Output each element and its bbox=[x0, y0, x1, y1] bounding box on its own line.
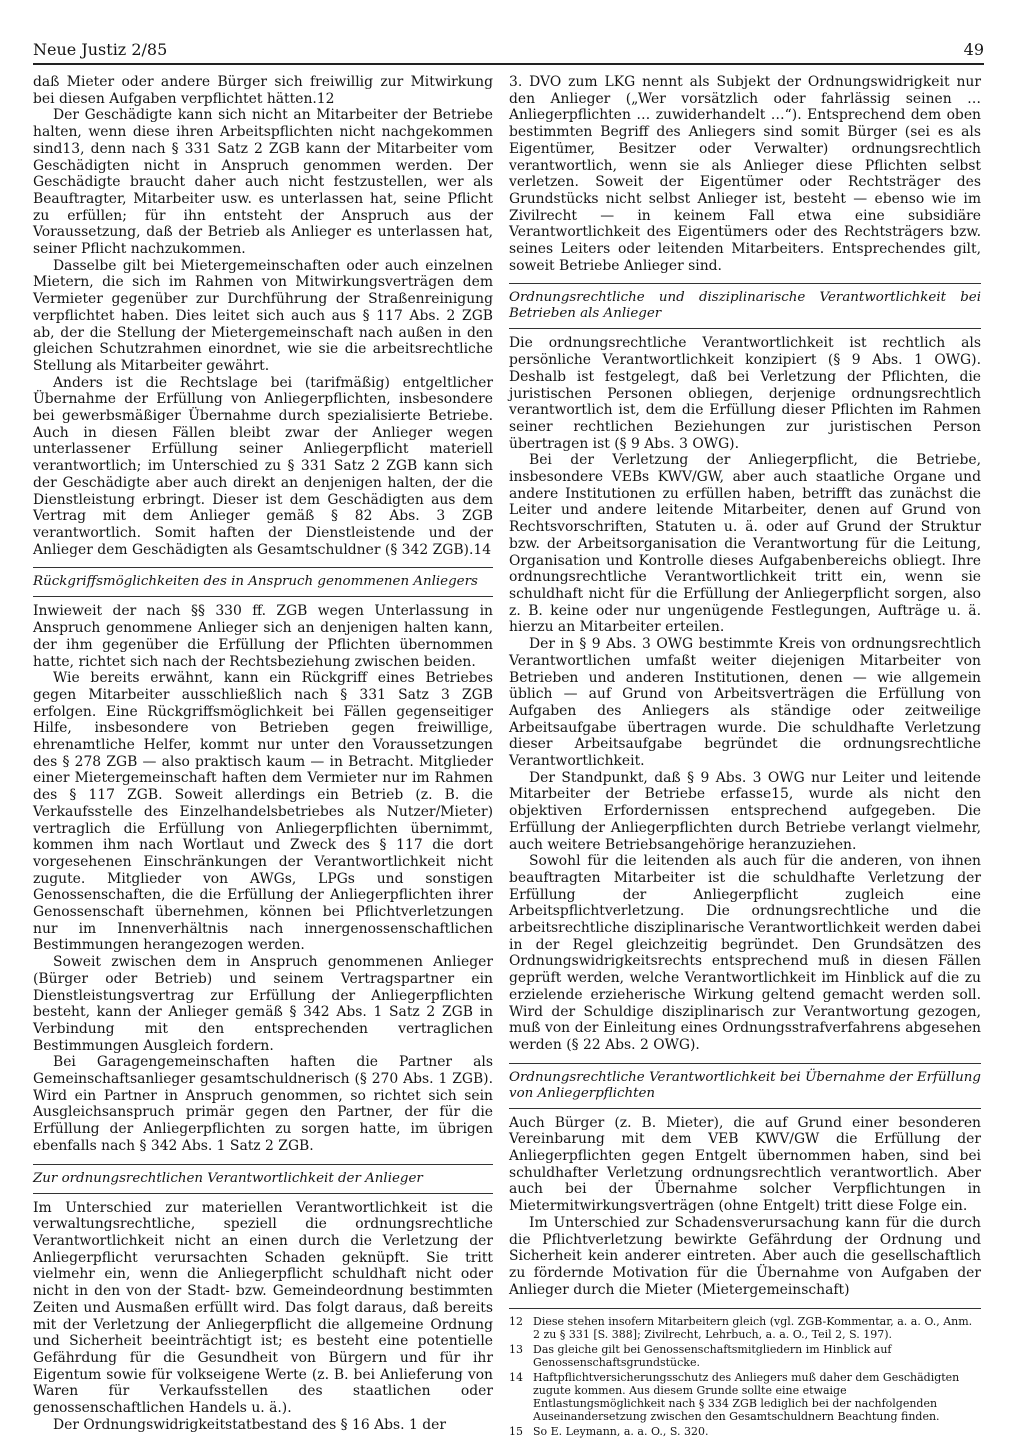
paragraph: 3. DVO zum LKG nennt als Subjekt der Ordnungswidrigkeit nur den Anlieger („Wer vorsätzlich oder fahrlässig seinen … Anliegerpflichten … zuwiderhandelt …“). Entsprechend dem oben bestimmten Begriff des Anliegers sind somit Bürger (sei es als Eigentümer, Besitzer oder Verwalter) ordnungsrechtlich verantwortlich, wenn sie als Anlieger diese Pflichten selbst verletzen. Soweit der Eigentümer oder Rechtsträger des Grundstücks nicht selbst Anlieger ist, besteht — ebenso wie im Zivilrecht — in keinem Fall etwa eine subsidiäre Verantwortlichkeit des Eigentümers oder des Rechtsträgers bzw. seines Leiters oder leitenden Mitarbeiters. Entsprechendes gilt, soweit Betriebe Anlieger sind. bbox=[509, 74, 981, 274]
section-rule bbox=[509, 283, 981, 284]
paragraph: Soweit zwischen dem in Anspruch genommenen Anlieger (Bürger oder Betrieb) und seinem Vertragspartner ein Dienstleistungsvertrag zur Erfüllung der Anliegerpflichten besteht, kann der Anlieger gemäß § 342 Abs. 1 Satz 2 ZGB in Verbindung mit den entsprechenden vertraglichen Bestimmungen Ausgleich fordern. bbox=[33, 954, 493, 1054]
section-heading bbox=[33, 567, 493, 597]
paragraph: daß Mieter oder andere Bürger sich freiwillig zur Mitwirkung bei diesen Aufgaben verpflichtet hätten.12 bbox=[33, 74, 493, 107]
footnote-text: Diese stehen insofern Mitarbeitern gleich (vgl. ZGB-Kommentar, a. a. O., Anm. 2 zu § 331 [S. 388]; Zivilrecht, Lehrbuch, a. a. O., Teil 2, S. 197). bbox=[533, 1315, 973, 1342]
section-heading bbox=[509, 1063, 981, 1109]
paragraph: Auch Bürger (z. B. Mieter), die auf Grund einer besonderen Vereinbarung mit dem VEB KWV/GW die Erfüllung der Anliegerpflichten gegen Entgelt übernommen haben, sind bei schuldhafter Verletzung ordnungsrechtlich verantwortlich. Aber auch bei der Übernahme solcher Verpflichtungen in Mietermitwirkungsverträgen (ohne Entgelt) tritt diese Folge ein. bbox=[509, 1114, 981, 1215]
paragraph: Bei Garagengemeinschaften haften die Partner als Gemeinschaftsanlieger gesamtschuldnerisch (§ 270 Abs. 1 ZGB). Wird ein Partner in Anspruch genommen, so richtet sich sein Ausgleichsanspruch primär gegen den Partner, der für die Erfüllung der Anliegerpflichten zu sorgen hatte, im übrigen ebenfalls nach § 342 Abs. 1 Satz 2 ZGB. bbox=[33, 1054, 493, 1154]
paragraph: Im Unterschied zur materiellen Verantwortlichkeit ist die verwaltungsrechtliche, speziell die ordnungsrechtliche Verantwortlichkeit nicht an einen durch die Verletzung der Anliegerpflicht verursachten Schaden geknüpft. Sie tritt vielmehr ein, wenn die Anliegerpflicht schuldhaft nicht oder nicht in den von der Stadt- bzw. Gemeindeordnung bestimmten Zeiten und Ausmaßen erfüllt wird. Das folgt daraus, daß bereits mit der Verletzung der Anliegerpflicht die allgemeine Ordnung und Sicherheit beeinträchtigt ist; es besteht eine potentielle Gefährdung für die Gesundheit von Bürgern und für ihr Eigentum sowie für volkseigene Werte (z. B. bei Anlieferung von Waren für Verkaufsstellen des staatlichen oder genossenschaftlichen Handels u. ä.). bbox=[33, 1199, 493, 1417]
paragraph: Die ordnungsrechtliche Verantwortlichkeit ist rechtlich als persönliche Verantwortlichkeit konzipiert (§ 9 Abs. 1 OWG). Deshalb ist festgelegt, daß bei Verletzung der Pflichten, die juristischen Personen obliegen, derjenige ordnungsrechtlich verantwortlich ist, dem die Erfüllung dieser Pflichten im Rahmen seiner rechtlichen Beziehungen zur juristischen Person übertragen ist (§ 9 Abs. 3 OWG). bbox=[509, 335, 981, 452]
journal-title: Neue Justiz 2/85 bbox=[33, 40, 168, 59]
paragraph: Im Unterschied zur Schadensverursachung kann für die durch die Pflichtverletzung bewirkte Gefährdung der Ordnung und Sicherheit kein anderer eintreten. Aber auch die gesellschaftlich zu fördernde Motivation für die Übernahme von Aufgaben der Anlieger durch die Mieter (Mietergemeinschaft) bbox=[509, 1214, 981, 1298]
paragraph: Der Standpunkt, daß § 9 Abs. 3 OWG nur Leiter und leitende Mitarbeiter der Betriebe erfasse15, wurde als nicht den objektiven Erfordernissen entsprechend aufgegeben. Die Erfüllung der Anliegerpflichten durch Betriebe verlangt vielmehr, auch weitere Betriebsangehörige heranzuziehen. bbox=[509, 769, 981, 853]
paragraph: Anders ist die Rechtslage bei (tarifmäßig) entgeltlicher Übernahme der Erfüllung von Anliegerpflichten, insbesondere bei gewerbsmäßiger Übernahme durch spezialisierte Betriebe. Auch in diesen Fällen bleibt zwar der Anlieger wegen unterlassener Erfüllung seiner Anliegerpflicht materiell verantwortlich; im Unterschied zu § 331 Satz 2 ZGB kann sich der Geschädigte aber auch direkt an denjenigen halten, der die Dienstleistung erbringt. Dieser ist dem Geschädigten aus dem Vertrag mit dem Anlieger gemäß § 82 Abs. 3 ZGB verantwortlich. Somit haften der Dienstleistende und der Anlieger dem Geschädigten als Gesamtschuldner (§ 342 ZGB).14 bbox=[33, 374, 493, 558]
paragraph: Der Geschädigte kann sich nicht an Mitarbeiter der Betriebe halten, wenn diese ihren Arbeitspflichten nicht nachgekommen sind13, denn nach § 331 Satz 2 ZGB kann der Mitarbeiter vom Geschädigten nicht in Anspruch genommen werden. Der Geschädigte braucht daher auch nicht festzustellen, wer als Beauftragter, Mitarbeiter usw. es unterlassen hat, seine Pflicht zu erfüllen; für ihn entsteht der Anspruch aus der Voraussetzung, daß der Betrieb als Anlieger es unterlassen hat, seiner Pflicht nachzukommen. bbox=[33, 107, 493, 258]
paragraph: Wie bereits erwähnt, kann ein Rückgriff eines Betriebes gegen Mitarbeiter ausschließlich nach § 331 Satz 3 ZGB erfolgen. Eine Rückgriffsmöglichkeit bei Fällen gegenseitiger Hilfe, insbesondere von Betrieben gegen freiwillige, ehrenamtliche Helfer, kommt nur unter den Voraussetzungen des § 278 ZGB — also praktisch kaum — in Betracht. Mitglieder einer Mietergemeinschaft haften dem Vermieter nur im Rahmen des § 117 ZGB. Soweit allerdings ein Betrieb (z. B. die Verkaufsstelle des Einzelhandelsbetriebes als Nutzer/Mieter) vertraglich die Erfüllung von Anliegerpflichten übernimmt, kommen ihm nach Wortlaut und Zweck des § 117 die dort vorgesehenen Einschränkungen der Verantwortlichkeit nicht zugute. Mitglieder von AWGs, LPGs und sonstigen Genossenschaften, die die Erfüllung der Anliegerpflichten ihrer Genossenschaft übernehmen, können bei Pflichtverletzungen nur im Innenverhältnis nach innergenossenschaftlichen Bestimmungen herangezogen werden. bbox=[33, 670, 493, 954]
footnote-number: 14 bbox=[509, 1371, 523, 1385]
footnote-rule bbox=[509, 1308, 981, 1309]
left-column bbox=[33, 74, 493, 1433]
section-title: Ordnungsrechtliche und disziplinarische Verantwortlichkeit bei Betrieben als Anlieger bbox=[509, 290, 981, 322]
footnote bbox=[509, 1315, 981, 1341]
footnote-number: 12 bbox=[509, 1315, 523, 1329]
footnote bbox=[509, 1343, 981, 1369]
paragraph: Inwieweit der nach §§ 330 ff. ZGB wegen Unterlassung in Anspruch genommene Anlieger sich an denjenigen halten kann, der ihm gegenüber die Erfüllung der Pflichten übernommen hatte, richtet sich nach der Rechtsbeziehung zwischen beiden. bbox=[33, 603, 493, 670]
section-title: Zur ordnungsrechtlichen Verantwortlichkeit der Anlieger bbox=[33, 1170, 423, 1186]
section-heading bbox=[509, 283, 981, 329]
section-rule bbox=[33, 1193, 493, 1194]
paragraph: Der in § 9 Abs. 3 OWG bestimmte Kreis von ordnungsrechtlich Verantwortlichen umfaßt weiter diejenigen Mitarbeiter von Betrieben und anderen Institutionen, denen — wie allgemein üblich — auf Grund von Arbeitsverträgen die Erfüllung von Aufgaben des Anliegers als ständige oder zeitweilige Arbeitsaufgabe übertragen wurde. Die schuldhafte Verletzung dieser Arbeitsaufgabe begründet die ordnungsrechtliche Verantwortlichkeit. bbox=[509, 636, 981, 770]
footnote-number: 13 bbox=[509, 1343, 523, 1357]
footnote bbox=[509, 1371, 981, 1423]
right-column bbox=[509, 74, 981, 1440]
paragraph: Bei der Verletzung der Anliegerpflicht, die Betriebe, insbesondere VEBs KWV/GW, aber auch staatliche Organe und andere Institutionen zu erfüllen haben, betrifft das zunächst die Leiter und andere leitende Mitarbeiter, denen auf Grund von Rechtsvorschriften, Statuten u. ä. oder auf Grund der Struktur bzw. der Arbeitsorganisation die Verantwortung für die Leitung, Organisation und Kontrolle dieses Aufgabenbereichs obliegt. Ihre ordnungsrechtliche Verantwortlichkeit tritt ein, wenn sie schuldhaft nicht für die Erfüllung der Anliegerpflicht sorgen, also z. B. keine oder nur ungenügende Festlegungen, Aufträge u. ä. hierzu an Mitarbeiter erteilen. bbox=[509, 452, 981, 636]
section-heading bbox=[33, 1164, 493, 1194]
footnote bbox=[509, 1425, 981, 1438]
section-rule bbox=[33, 1164, 493, 1165]
header-rule bbox=[33, 63, 984, 65]
paragraph: Dasselbe gilt bei Mietergemeinschaften oder auch einzelnen Mietern, die sich im Rahmen von Mitwirkungsverträgen dem Vermieter gegenüber zur Durchführung der Straßenreinigung verpflichtet haben. Dies leitet sich auch aus § 117 Abs. 2 ZGB ab, der die Stellung der Mietergemeinschaft nach außen in den gleichen Schutzrahmen einordnet, wie sie die arbeitsrechtliche Stellung als Mitarbeiter gewährt. bbox=[33, 257, 493, 374]
section-rule bbox=[509, 1108, 981, 1109]
section-rule bbox=[33, 567, 493, 568]
section-title: Ordnungsrechtliche Verantwortlichkeit bei Übernahme der Erfüllung von Anliegerpflichten bbox=[509, 1069, 981, 1101]
paragraph: Sowohl für die leitenden als auch für die anderen, von ihnen beauftragten Mitarbeiter ist die schuldhafte Verletzung der Erfüllung der Anliegerpflicht zugleich eine Arbeitspflichtverletzung. Die ordnungsrechtliche und die arbeitsrechtliche disziplinarische Verantwortlichkeit werden dabei in der Regel gleichzeitig begründet. Den Grundsätzen des Ordnungswidrigkeitsrechts entsprechend muß in diesen Fällen geprüft werden, welche Verantwortlichkeit im Hinblick auf die zu erzielende erzieherische Wirkung geltend gemacht werden soll. Wird der Schuldige disziplinarisch zur Verantwortung gezogen, muß von der Einleitung eines Ordnungsstrafverfahrens abgesehen werden (§ 22 Abs. 2 OWG). bbox=[509, 853, 981, 1053]
section-title: Rückgriffsmöglichkeiten des in Anspruch genommenen Anliegers bbox=[33, 574, 478, 590]
section-rule bbox=[509, 1063, 981, 1064]
footnote-number: 15 bbox=[509, 1425, 523, 1439]
section-rule bbox=[509, 328, 981, 329]
footnote-text: Das gleiche gilt bei Genossenschaftsmitgliedern im Hinblick auf Genossenschaftsgrundstücke. bbox=[533, 1343, 892, 1370]
footnote-text: So E. Leymann, a. a. O., S. 320. bbox=[533, 1425, 709, 1439]
page-number: 49 bbox=[963, 40, 984, 59]
section-rule bbox=[33, 596, 493, 597]
footnote-text: Haftpflichtversicherungsschutz des Anliegers muß daher dem Geschädigten zugute kommen. Aus diesem Grunde sollte eine etwaige Entlastungsmöglichkeit nach § 334 ZGB lediglich bei der nachfolgenden Auseinandersetzung zwischen den Gesamtschuldnern Beachtung finden. bbox=[533, 1371, 960, 1424]
paragraph: Der Ordnungswidrigkeitstatbestand des § 16 Abs. 1 der bbox=[53, 1416, 446, 1433]
